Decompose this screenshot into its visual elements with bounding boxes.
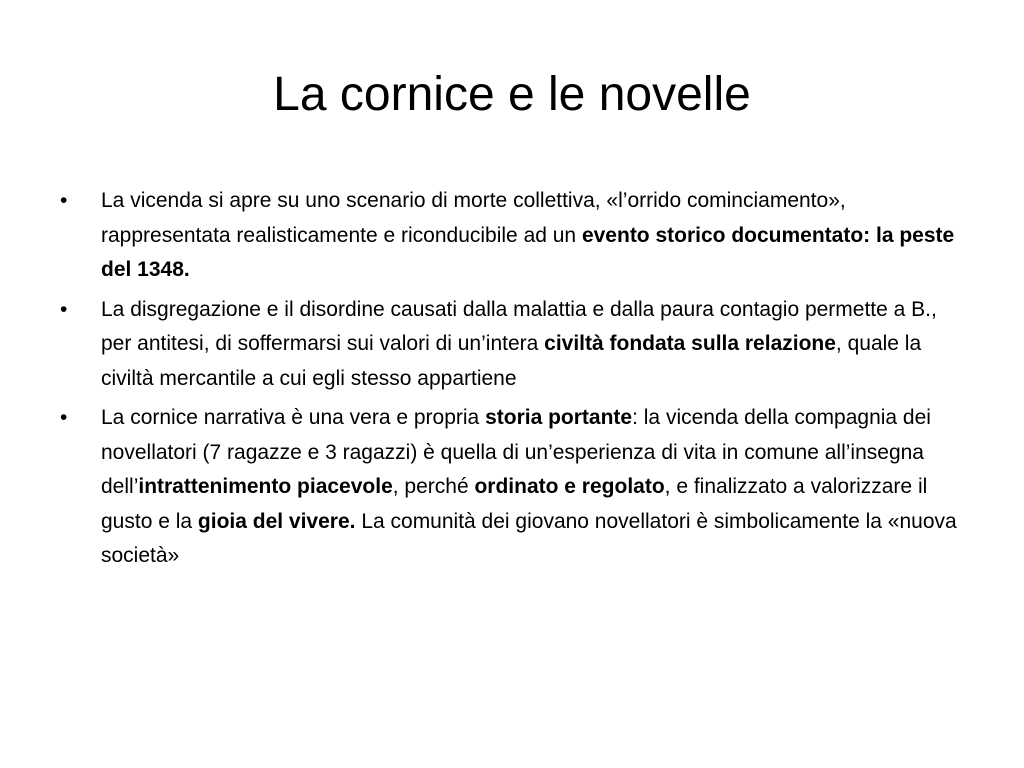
text-segment: : la vicenda della compagnia dei novellatori (7 ragazze e 3 ragazzi) è quella di un’esperienza di vita in comune all’insegna dell’ bbox=[101, 406, 931, 498]
bullet-item bbox=[60, 401, 970, 574]
slide-title: La cornice e le novelle bbox=[273, 68, 751, 121]
bullet-text bbox=[101, 406, 957, 567]
bullet-item bbox=[60, 184, 970, 288]
bullet-icon: • bbox=[60, 189, 68, 212]
bullet-icon: • bbox=[60, 297, 68, 321]
bold-text-segment: evento storico documentato: la peste del 1348. bbox=[101, 223, 955, 281]
bullet-item bbox=[60, 293, 970, 397]
bold-text-segment: storia portante bbox=[485, 406, 633, 429]
text-segment: , e finalizzato a valorizzare il gusto e la bbox=[101, 475, 928, 533]
bold-text-segment: civiltà fondata sulla relazione bbox=[544, 332, 836, 355]
bullet-list bbox=[60, 184, 970, 579]
text-segment: La disgregazione e il disordine causati dalla malattia e dalla paura contagio permette a B., per antitesi, di soffermarsi sui valori di un’intera bbox=[101, 297, 937, 355]
bold-text-segment: intrattenimento piacevole bbox=[138, 475, 393, 498]
text-segment: La vicenda si apre su uno scenario di morte collettiva, «l’orrido cominciamento», rappresentata realisticamente e riconducibile ad un bbox=[101, 189, 846, 247]
bullet-text bbox=[101, 189, 954, 281]
text-segment: , perché bbox=[392, 475, 475, 498]
bullet-icon: • bbox=[60, 406, 68, 429]
text-segment: La comunità dei giovano novellatori è simbolicamente la «nuova società» bbox=[101, 509, 957, 567]
text-segment: , quale la civiltà mercantile a cui egli stesso appartiene bbox=[101, 332, 922, 390]
bold-text-segment: ordinato e regolato bbox=[474, 475, 665, 498]
bold-text-segment: gioia del vivere. bbox=[197, 509, 356, 533]
bullet-text bbox=[101, 298, 937, 390]
text-segment: La cornice narrativa è una vera e propria bbox=[101, 406, 486, 429]
